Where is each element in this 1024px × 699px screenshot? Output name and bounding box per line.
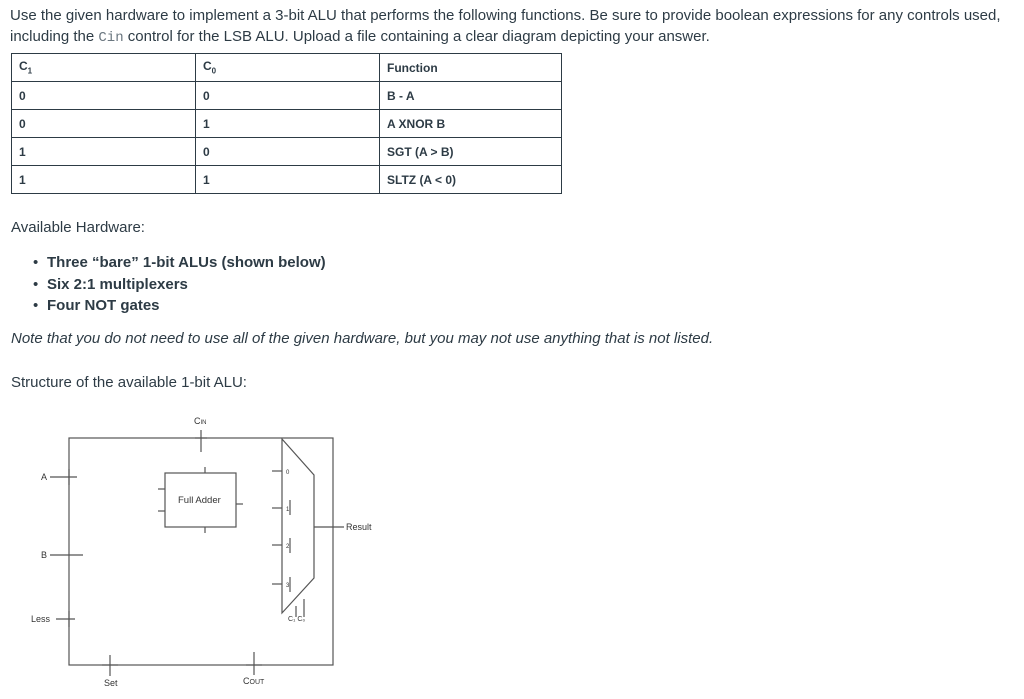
result-label: Result xyxy=(346,522,372,532)
header-function: Function xyxy=(380,54,562,82)
cout-label: COUT xyxy=(243,676,265,686)
b-label: B xyxy=(41,550,48,560)
mux-input-3: 3 xyxy=(286,583,290,589)
list-item: • Six 2:1 multiplexers xyxy=(33,274,326,296)
function-table xyxy=(11,53,562,194)
alu-diagram xyxy=(0,405,420,699)
mux-input-1: 1 xyxy=(286,507,290,513)
table-cell: 1 xyxy=(12,138,196,166)
table-cell: 1 xyxy=(12,166,196,194)
mux-select-label: C₁ C₀ xyxy=(288,616,306,623)
header-c1: $C_1$ xyxy=(12,54,196,82)
table-cell: B - A xyxy=(380,82,562,110)
table-cell: 0 xyxy=(196,82,380,110)
question-text: Use the given hardware to implement a 3-bit ALU that performs the following functions. Be sure to provide boolean expressions for any controls used, including the Cin control for the LSB ALU. Upload a file containing a clear diagram depicting your answer. xyxy=(10,7,1001,46)
table-cell: 0 xyxy=(12,82,196,110)
full-adder-label: Full Adder xyxy=(178,495,221,506)
hardware-list xyxy=(33,252,326,317)
table-row xyxy=(12,110,562,138)
table-header-row xyxy=(12,54,562,82)
table-cell: SLTZ (A < 0) xyxy=(380,166,562,194)
table-cell: 0 xyxy=(12,110,196,138)
table-cell: 1 xyxy=(196,110,380,138)
set-label: Set xyxy=(104,678,118,688)
note-text: Note that you do not need to use all of the given hardware, but you may not use anything that is not listed. xyxy=(11,330,714,347)
mux-input-0: 0 xyxy=(286,470,290,476)
table-row xyxy=(12,166,562,194)
table-cell: A XNOR B xyxy=(380,110,562,138)
table-cell: SGT (A > B) xyxy=(380,138,562,166)
alu-outer-box xyxy=(69,438,333,665)
structure-title: Structure of the available 1-bit ALU: xyxy=(11,374,247,391)
table-cell: 0 xyxy=(196,138,380,166)
table-row xyxy=(12,82,562,110)
table-cell: 1 xyxy=(196,166,380,194)
less-label: Less xyxy=(31,614,51,624)
list-item: • Three “bare” 1-bit ALUs (shown below) xyxy=(33,252,326,274)
list-item: • Four NOT gates xyxy=(33,295,326,317)
table-row xyxy=(12,138,562,166)
cin-label: CIN xyxy=(194,416,207,426)
hardware-title: Available Hardware: xyxy=(11,219,145,236)
cin-code: Cin xyxy=(98,30,124,46)
a-label: A xyxy=(41,472,48,482)
mux-input-2: 2 xyxy=(286,544,290,550)
header-c0: $C_0$ xyxy=(196,54,380,82)
